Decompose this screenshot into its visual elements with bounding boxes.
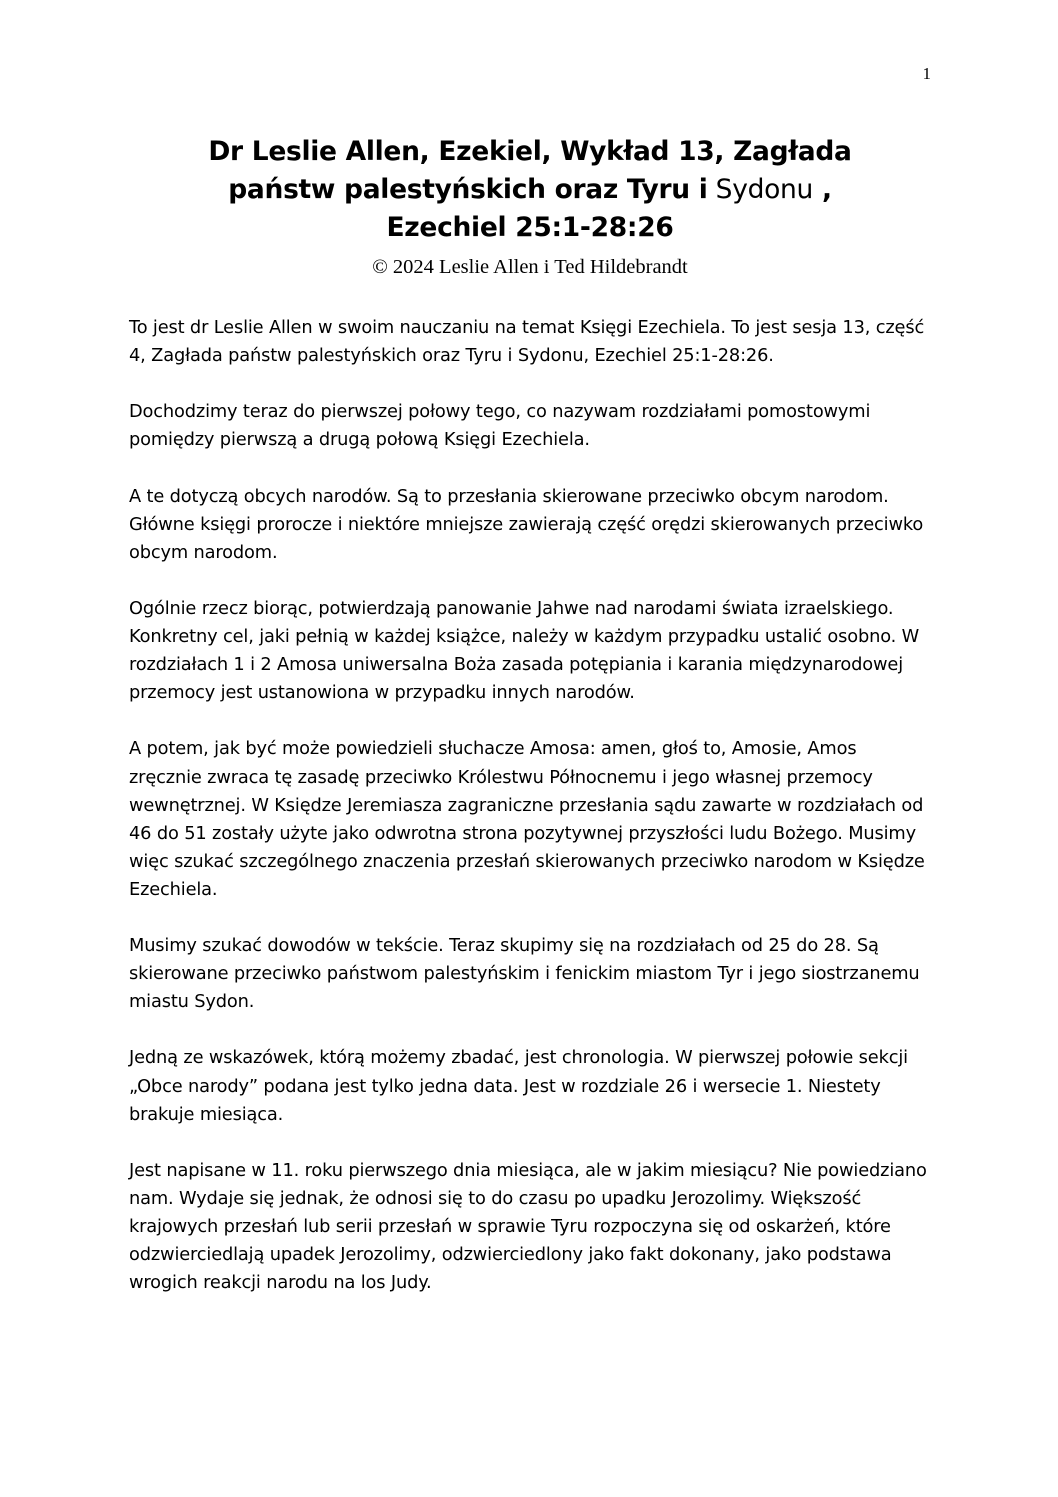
paragraph: A te dotyczą obcych narodów. Są to przesłania skierowane przeciwko obcym narodom. Główne księgi prorocze i niektóre mniejsze zawierają część orędzi skierowanych przeciwko obcym narodom. <box>129 485 924 563</box>
title-line-3: Ezechiel 25:1-28:26 <box>386 212 674 243</box>
paragraph: Ogólnie rzecz biorąc, potwierdzają panowanie Jahwe nad narodami świata izraelskiego. Konkretny cel, jaki pełnią w każdej książce, należy w każdym przypadku ustalić osobno. W rozdziałach 1 i 2 Amosa uniwersalna Boża zasada potępiania i karania międzynarodowej przemocy jest ustanowiona w przypadku innych narodów. <box>129 597 920 704</box>
paragraph: Jest napisane w 11. roku pierwszego dnia miesiąca, ale w jakim miesiącu? Nie powiedziano nam. Wydaje się jednak, że odnosi się to do czasu po upadku Jerozolimy. Większość krajowych przesłań lub serii przesłań w sprawie Tyru rozpoczyna się od oskarżeń, które odzwierciedlają upadek Jerozolimy, odzwierciedlony jako fakt dokonany, jako podstawa wrogich reakcji narodu na los Judy. <box>129 1159 927 1294</box>
title-line-1: Dr Leslie Allen, Ezekiel, Wykład 13, Zagłada <box>208 136 852 167</box>
page-number: 1 <box>922 64 931 83</box>
title-line-2 <box>160 171 900 209</box>
title-line-2-bold: państw palestyńskich oraz Tyru i <box>228 174 708 205</box>
copyright-line: © 2024 Leslie Allen i Ted Hildebrandt <box>372 256 688 278</box>
body-text <box>129 314 934 1325</box>
title-line-2-normal: Sydonu <box>707 174 814 205</box>
paragraph: Jedną ze wskazówek, którą możemy zbadać, jest chronologia. W pierwszej połowie sekcji „Obce narody” podana jest tylko jedna data. Jest w rozdziale 26 i wersecie 1. Niestety brakuje miesiąca. <box>129 1047 908 1125</box>
document-title <box>160 133 900 247</box>
paragraph: Musimy szukać dowodów w tekście. Teraz skupimy się na rozdziałach od 25 do 28. Są skierowane przeciwko państwom palestyńskim i fenickim miastom Tyr i jego siostrzanemu miastu Sydon. <box>129 935 920 1013</box>
paragraph: A potem, jak być może powiedzieli słuchacze Amosa: amen, głoś to, Amosie, Amos zręcznie zwraca tę zasadę przeciwko Królestwu Północnemu i jego własnej przemocy wewnętrznej. W Księdze Jeremiasza zagraniczne przesłania sądu zawarte w rozdziałach od 46 do 51 zostały użyte jako odwrotna strona pozytywnej przyszłości ludu Bożego. Musimy więc szukać szczególnego znaczenia przesłań skierowanych przeciwko narodom w Księdze Ezechiela. <box>129 738 925 900</box>
paragraph: To jest dr Leslie Allen w swoim nauczaniu na temat Księgi Ezechiela. To jest sesja 13, część 4, Zagłada państw palestyńskich oraz Tyru i Sydonu, Ezechiel 25:1-28:26. <box>129 317 925 367</box>
paragraph: Dochodzimy teraz do pierwszej połowy tego, co nazywam rozdziałami pomostowymi pomiędzy pierwszą a drugą połową Księgi Ezechiela. <box>129 401 871 451</box>
title-line-2-end: , <box>813 174 832 205</box>
